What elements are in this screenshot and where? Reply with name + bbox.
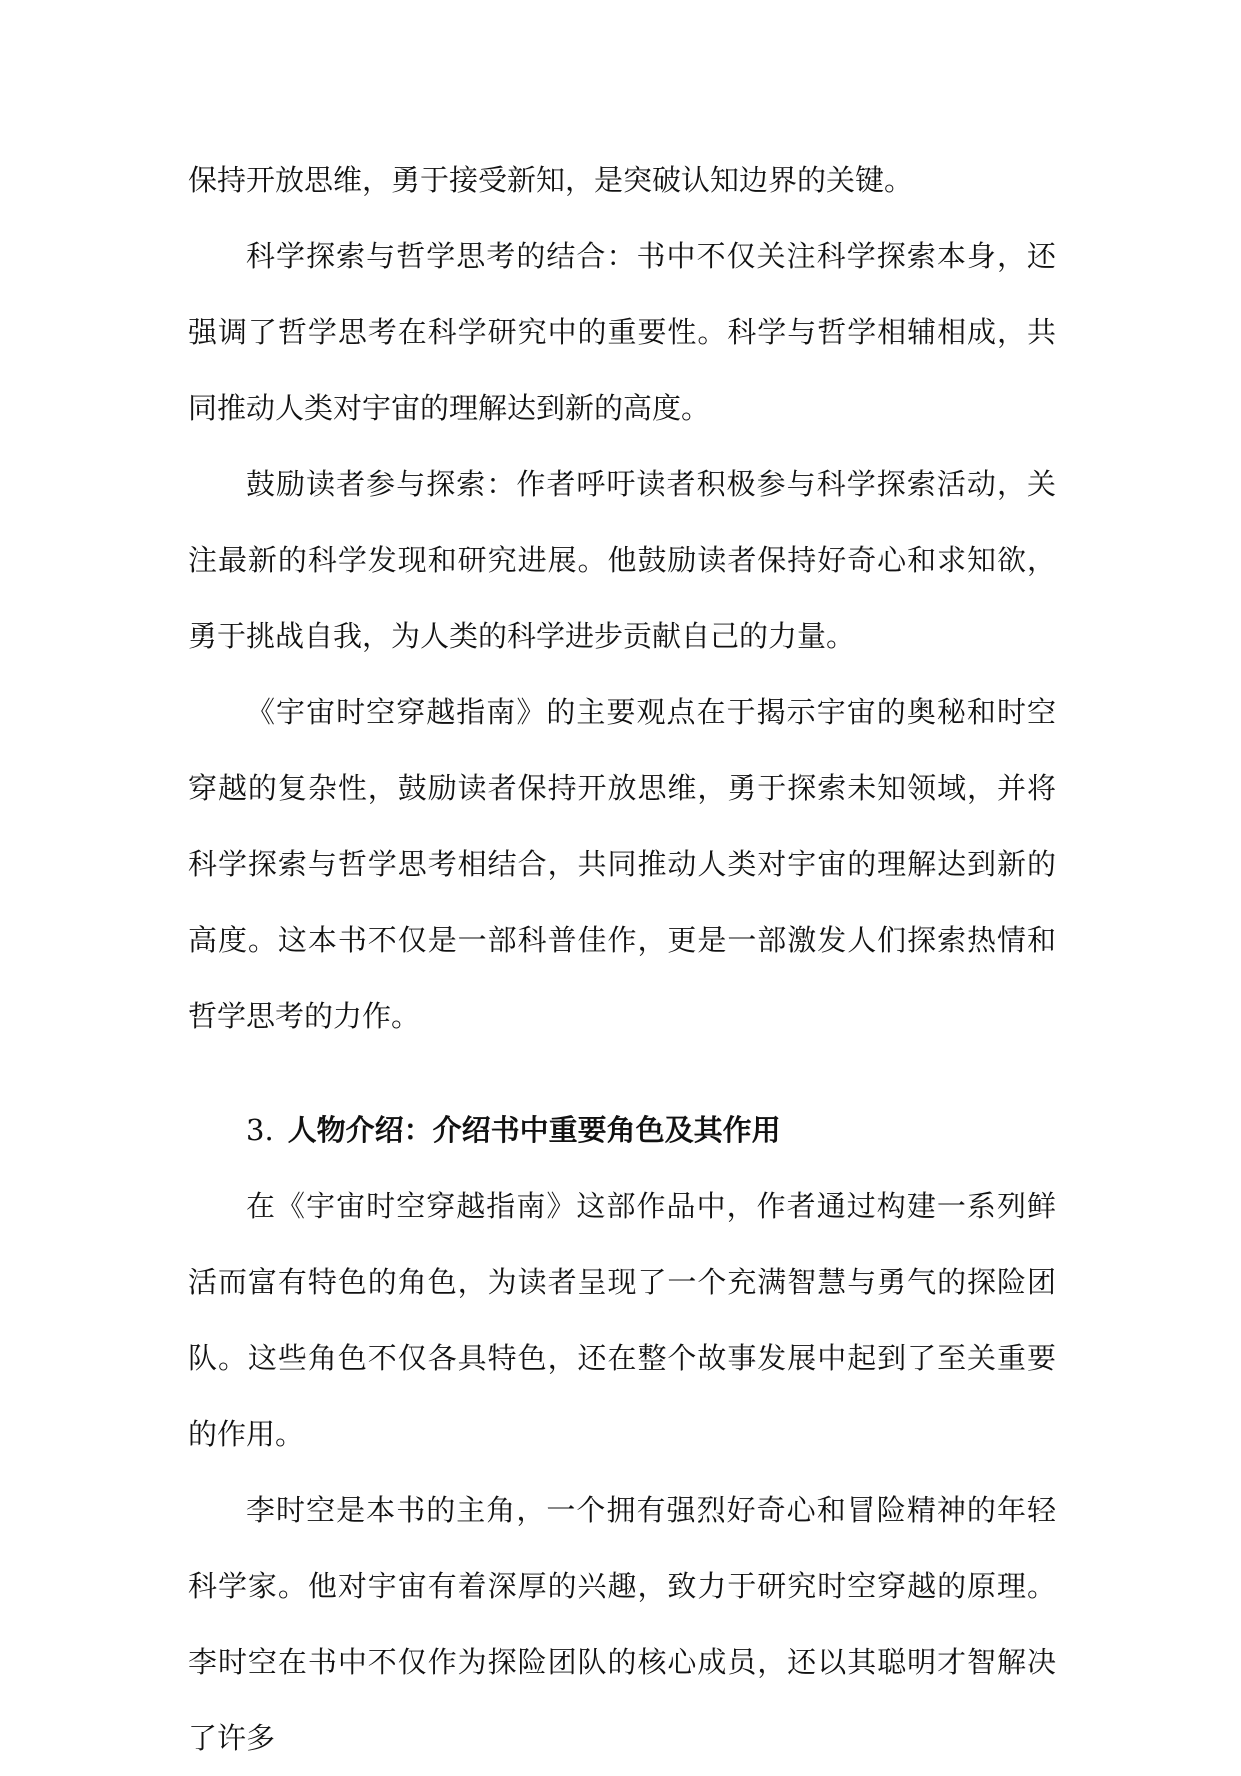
section-title: 人物介绍：介绍书中重要角色及其作用	[287, 1113, 781, 1147]
paragraph-encourage-readers: 鼓励读者参与探索：作者呼吁读者积极参与科学探索活动，关注最新的科学发现和研究进展。他鼓励读者保持好奇心和求知欲，勇于挑战自我，为人类的科学进步贡献自己的力量。	[188, 467, 1056, 653]
paragraph-main-viewpoints: 《宇宙时空穿越指南》的主要观点在于揭示宇宙的奥秘和时空穿越的复杂性，鼓励读者保持开放思维，勇于探索未知领域，并将科学探索与哲学思考相结合，共同推动人类对宇宙的理解达到新的高度。这本书不仅是一部科普佳作，更是一部激发人们探索热情和哲学思考的力作。	[188, 695, 1056, 1033]
paragraph-characters-intro: 在《宇宙时空穿越指南》这部作品中，作者通过构建一系列鲜活而富有特色的角色，为读者呈现了一个充满智慧与勇气的探险团队。这些角色不仅各具特色，还在整个故事发展中起到了至关重要的作用。	[188, 1189, 1056, 1451]
section-heading	[188, 1092, 1056, 1168]
paragraph-continuation: 保持开放思维，勇于接受新知，是突破认知边界的关键。	[188, 163, 914, 197]
document-body	[188, 142, 1056, 1776]
paragraph-science-philosophy: 科学探索与哲学思考的结合：书中不仅关注科学探索本身，还强调了哲学思考在科学研究中的重要性。科学与哲学相辅相成，共同推动人类对宇宙的理解达到新的高度。	[188, 239, 1056, 425]
paragraph-protagonist: 李时空是本书的主角，一个拥有强烈好奇心和冒险精神的年轻科学家。他对宇宙有着深厚的兴趣，致力于研究时空穿越的原理。李时空在书中不仅作为探险团队的核心成员，还以其聪明才智解决了许多	[188, 1493, 1056, 1755]
section-number: 3.	[246, 1113, 274, 1147]
